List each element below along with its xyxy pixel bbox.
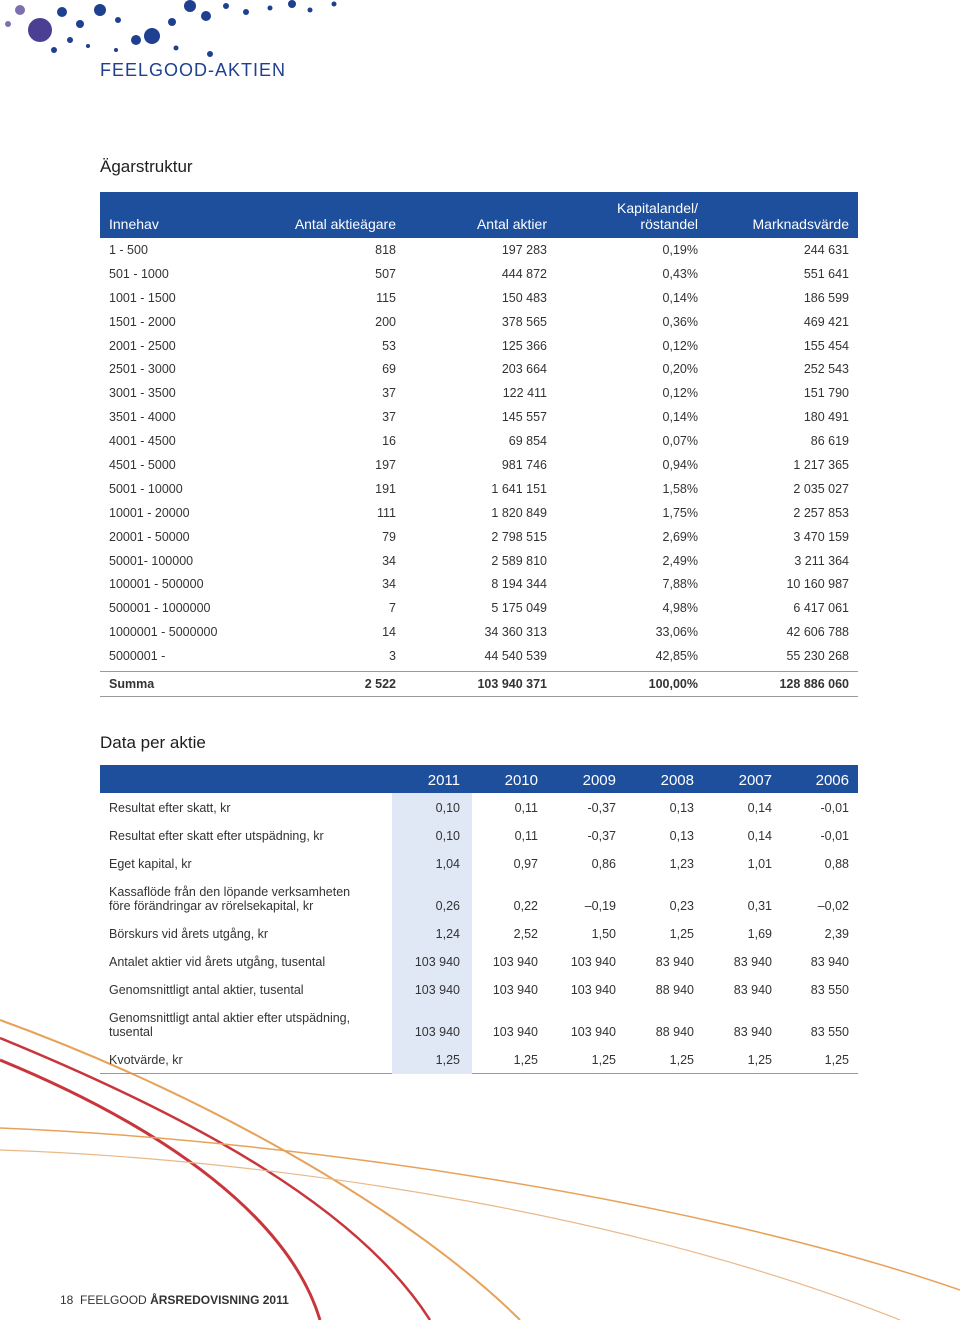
cell-value: 88 940 bbox=[655, 983, 694, 997]
cell-innehav: 4001 - 4500 bbox=[109, 434, 176, 449]
table-row bbox=[100, 849, 858, 877]
cell-market-value: 244 631 bbox=[803, 243, 849, 257]
cell-holders: 34 bbox=[382, 577, 396, 592]
cell-value: 103 940 bbox=[414, 955, 460, 969]
cell-value: -0,01 bbox=[820, 829, 849, 843]
row-label-line: tusental bbox=[109, 1025, 153, 1039]
cell-holders: 818 bbox=[375, 243, 396, 257]
cell-holders: 191 bbox=[375, 481, 396, 496]
col-kapitalandel-line1: Kapitalandel/ bbox=[617, 200, 698, 216]
col-kapitalandel bbox=[617, 200, 698, 232]
table-row bbox=[100, 596, 858, 620]
cell-shares: 145 557 bbox=[501, 410, 547, 425]
row-label bbox=[109, 885, 350, 913]
table-row bbox=[100, 477, 858, 501]
cell-value: 83 940 bbox=[733, 955, 772, 969]
table-row bbox=[100, 453, 858, 477]
cell-shares: 122 411 bbox=[502, 386, 547, 401]
cell-value: 2,39 bbox=[824, 927, 849, 941]
ownership-sum-row bbox=[100, 671, 858, 697]
row-label bbox=[109, 927, 268, 941]
row-label-line: Kassaflöde från den löpande verksamheten bbox=[109, 885, 351, 899]
cell-holders: 37 bbox=[382, 410, 396, 425]
cell-holders: 34 bbox=[382, 553, 396, 568]
cell-value: 103 940 bbox=[570, 983, 616, 997]
table-row bbox=[100, 793, 858, 821]
cell-holders: 37 bbox=[382, 386, 396, 401]
cell-value: 0,14 bbox=[747, 801, 772, 815]
row-label-line: Genomsnittligt antal aktier, tusental bbox=[109, 983, 304, 997]
cell-value: 0,14 bbox=[747, 829, 772, 843]
cell-market-value: 186 599 bbox=[803, 290, 849, 305]
table-row bbox=[100, 1003, 858, 1045]
cell-market-value: 3 211 364 bbox=[794, 553, 849, 568]
table-row bbox=[100, 334, 858, 358]
col-innehav: Innehav bbox=[109, 216, 159, 232]
cell-shares: 5 175 049 bbox=[491, 601, 547, 616]
cell-value: 1,25 bbox=[824, 1053, 849, 1067]
cell-value: 103 940 bbox=[492, 983, 538, 997]
table-row bbox=[100, 947, 858, 975]
year-header: 2007 bbox=[738, 772, 772, 789]
table-row bbox=[100, 919, 858, 947]
table-row bbox=[100, 262, 858, 286]
year-header: 2011 bbox=[427, 772, 460, 789]
row-label bbox=[109, 1011, 350, 1039]
row-label-line: Resultat efter skatt efter utspädning, kr bbox=[109, 829, 324, 843]
cell-value: 83 940 bbox=[810, 955, 849, 969]
cell-value: 1,25 bbox=[669, 1053, 694, 1067]
cell-value: 1,69 bbox=[747, 927, 772, 941]
cell-value: 0,11 bbox=[514, 829, 538, 843]
cell-share-pct: 42,85% bbox=[655, 649, 698, 664]
cell-value: 1,25 bbox=[513, 1053, 538, 1067]
row-label bbox=[109, 857, 192, 871]
cell-value: 0,31 bbox=[747, 899, 772, 913]
cell-innehav: 100001 - 500000 bbox=[109, 577, 204, 592]
table-row bbox=[100, 310, 858, 334]
col-kapitalandel-line2: röstandel bbox=[640, 216, 698, 232]
cell-share-pct: 0,36% bbox=[662, 314, 698, 329]
cell-shares: 44 540 539 bbox=[484, 649, 547, 664]
row-label-line: Resultat efter skatt, kr bbox=[109, 801, 231, 815]
cell-innehav: 50001- 100000 bbox=[109, 553, 194, 568]
table-row bbox=[100, 357, 858, 381]
cell-market-value: 155 454 bbox=[803, 338, 849, 353]
cell-value: -0,37 bbox=[587, 801, 616, 815]
cell-share-pct: 1,58% bbox=[662, 481, 698, 496]
ownership-table bbox=[100, 192, 858, 697]
cell-shares: 150 483 bbox=[501, 290, 547, 305]
cell-market-value: 252 543 bbox=[803, 362, 849, 377]
cell-value: 1,25 bbox=[435, 1053, 460, 1067]
table-row bbox=[100, 1045, 858, 1073]
col-marknadsvarde: Marknadsvärde bbox=[752, 216, 849, 232]
cell-innehav: 10001 - 20000 bbox=[109, 505, 190, 520]
table-row bbox=[100, 286, 858, 310]
cell-value: 0,13 bbox=[669, 801, 694, 815]
cell-value: 1,04 bbox=[435, 857, 460, 871]
cell-value: 0,11 bbox=[514, 801, 538, 815]
per-share-title: Data per aktie bbox=[100, 733, 206, 752]
section-label: FEELGOOD-AKTIEN bbox=[100, 60, 287, 80]
cell-value: 0,22 bbox=[513, 899, 538, 913]
cell-holders: 197 bbox=[375, 458, 396, 473]
cell-market-value: 55 230 268 bbox=[786, 649, 849, 664]
cell-innehav: 5001 - 10000 bbox=[109, 481, 183, 496]
cell-innehav: 1501 - 2000 bbox=[109, 314, 176, 329]
row-label-line: Genomsnittligt antal aktier efter utspädning, bbox=[109, 1011, 351, 1025]
cell-value: 1,25 bbox=[591, 1053, 616, 1067]
cell-shares: 69 854 bbox=[508, 434, 547, 449]
ownership-table-header bbox=[100, 192, 858, 238]
cell-innehav: 3501 - 4000 bbox=[109, 410, 176, 425]
cell-shares: 34 360 313 bbox=[484, 625, 547, 640]
cell-holders: 200 bbox=[375, 314, 396, 329]
cell-value: 0,26 bbox=[435, 899, 460, 913]
cell-value: 83 940 bbox=[655, 955, 694, 969]
cell-share-pct: 2,49% bbox=[662, 553, 698, 568]
cell-shares: 125 366 bbox=[501, 338, 547, 353]
sum-market-value: 128 886 060 bbox=[779, 677, 849, 692]
cell-innehav: 1 - 500 bbox=[109, 243, 148, 257]
year-header: 2006 bbox=[815, 772, 849, 789]
cell-value: 103 940 bbox=[570, 1025, 616, 1039]
cell-value: 1,25 bbox=[747, 1053, 772, 1067]
row-label-line: före förändringar av rörelsekapital, kr bbox=[109, 899, 314, 913]
table-row bbox=[100, 549, 858, 573]
row-label bbox=[109, 1053, 183, 1067]
footer-page-number: 18 bbox=[60, 1293, 74, 1307]
cell-share-pct: 0,94% bbox=[662, 458, 698, 473]
cell-holders: 3 bbox=[389, 649, 396, 664]
cell-value: 1,23 bbox=[669, 857, 694, 871]
cell-market-value: 6 417 061 bbox=[793, 601, 849, 616]
cell-market-value: 151 790 bbox=[803, 386, 849, 401]
row-label bbox=[109, 955, 325, 969]
cell-holders: 115 bbox=[376, 290, 396, 305]
table-row bbox=[100, 238, 858, 262]
cell-market-value: 86 619 bbox=[810, 434, 849, 449]
cell-value: 103 940 bbox=[414, 983, 460, 997]
cell-share-pct: 0,12% bbox=[662, 386, 698, 401]
sum-share-pct: 100,00% bbox=[648, 677, 698, 692]
cell-innehav: 2001 - 2500 bbox=[109, 338, 176, 353]
cell-innehav: 3001 - 3500 bbox=[109, 386, 176, 401]
row-label-line: Eget kapital, kr bbox=[109, 857, 192, 871]
cell-holders: 7 bbox=[389, 601, 396, 616]
cell-value: 103 940 bbox=[492, 955, 538, 969]
per-share-table bbox=[100, 765, 858, 1074]
cell-value: 83 940 bbox=[733, 1025, 772, 1039]
cell-value: 83 550 bbox=[810, 983, 849, 997]
cell-innehav: 4501 - 5000 bbox=[109, 458, 176, 473]
col-antal-aktieagare: Antal aktieägare bbox=[294, 216, 396, 232]
table-row bbox=[100, 821, 858, 849]
cell-share-pct: 0,14% bbox=[662, 410, 698, 425]
row-label-line: Kvotvärde, kr bbox=[109, 1053, 183, 1067]
cell-holders: 507 bbox=[375, 266, 396, 281]
cell-market-value: 2 257 853 bbox=[793, 505, 849, 520]
cell-share-pct: 33,06% bbox=[655, 625, 698, 640]
table-row bbox=[100, 429, 858, 453]
sum-holders: 2 522 bbox=[364, 677, 396, 692]
cell-share-pct: 0,07% bbox=[662, 434, 698, 449]
cell-value: 0,13 bbox=[669, 829, 694, 843]
cell-value: 2,52 bbox=[513, 927, 538, 941]
year-header: 2009 bbox=[582, 772, 616, 789]
cell-market-value: 42 606 788 bbox=[786, 625, 849, 640]
cell-value: 103 940 bbox=[492, 1025, 538, 1039]
table-row bbox=[100, 525, 858, 549]
year-header: 2010 bbox=[504, 772, 538, 789]
table-row bbox=[100, 975, 858, 1003]
cell-value: 83 940 bbox=[733, 983, 772, 997]
cell-value: 0,97 bbox=[513, 857, 538, 871]
cell-value: 0,10 bbox=[435, 801, 460, 815]
cell-shares: 203 664 bbox=[501, 362, 547, 377]
cell-value: 0,23 bbox=[669, 899, 694, 913]
cell-shares: 444 872 bbox=[501, 266, 547, 281]
cell-value: -0,01 bbox=[820, 801, 849, 815]
sum-label: Summa bbox=[109, 677, 155, 692]
ownership-rows bbox=[100, 238, 858, 668]
row-label-line: Antalet aktier vid årets utgång, tusental bbox=[109, 955, 326, 969]
cell-share-pct: 7,88% bbox=[662, 577, 698, 592]
row-label bbox=[109, 983, 304, 997]
cell-innehav: 20001 - 50000 bbox=[109, 529, 190, 544]
cell-holders: 16 bbox=[382, 434, 396, 449]
cell-value: 1,25 bbox=[669, 927, 694, 941]
year-header: 2008 bbox=[660, 772, 694, 789]
per-share-rows bbox=[100, 793, 858, 1073]
cell-market-value: 2 035 027 bbox=[793, 481, 849, 496]
ownership-title: Ägarstruktur bbox=[100, 157, 193, 176]
cell-market-value: 551 641 bbox=[803, 266, 849, 281]
footer-brand: FEELGOOD bbox=[80, 1293, 147, 1307]
cell-share-pct: 0,43% bbox=[662, 266, 698, 281]
cell-shares: 1 641 151 bbox=[491, 481, 547, 496]
cell-market-value: 469 421 bbox=[803, 314, 849, 329]
cell-value: 0,86 bbox=[591, 857, 616, 871]
cell-market-value: 3 470 159 bbox=[793, 529, 849, 544]
cell-shares: 2 589 810 bbox=[491, 553, 547, 568]
cell-value: 0,10 bbox=[435, 829, 460, 843]
cell-market-value: 1 217 365 bbox=[793, 458, 849, 473]
cell-shares: 981 746 bbox=[501, 458, 547, 473]
table-row bbox=[100, 405, 858, 429]
page-footer bbox=[60, 1293, 289, 1307]
per-share-bottom-rule bbox=[100, 1073, 858, 1074]
cell-value: 103 940 bbox=[414, 1025, 460, 1039]
cell-share-pct: 0,14% bbox=[662, 290, 698, 305]
col-antal-aktier: Antal aktier bbox=[476, 216, 547, 232]
row-label-line: Börskurs vid årets utgång, kr bbox=[109, 927, 269, 941]
cell-innehav: 1000001 - 5000000 bbox=[109, 625, 218, 640]
per-share-header bbox=[100, 765, 858, 793]
cell-innehav: 1001 - 1500 bbox=[109, 290, 176, 305]
cell-shares: 2 798 515 bbox=[491, 529, 547, 544]
cell-value: 0,88 bbox=[824, 857, 849, 871]
cell-value: –0,19 bbox=[584, 899, 616, 913]
cell-share-pct: 2,69% bbox=[662, 529, 698, 544]
row-label bbox=[109, 829, 324, 843]
sum-shares: 103 940 371 bbox=[477, 677, 547, 692]
cell-innehav: 501 - 1000 bbox=[109, 266, 169, 281]
row-label bbox=[109, 801, 231, 815]
cell-shares: 378 565 bbox=[501, 314, 547, 329]
cell-innehav: 500001 - 1000000 bbox=[109, 601, 211, 616]
cell-share-pct: 4,98% bbox=[662, 601, 698, 616]
cell-innehav: 5000001 - bbox=[109, 649, 166, 664]
cell-value: 1,01 bbox=[747, 857, 772, 871]
cell-value: –0,02 bbox=[817, 899, 849, 913]
table-row bbox=[100, 620, 858, 644]
cell-share-pct: 0,12% bbox=[662, 338, 698, 353]
cell-holders: 53 bbox=[382, 338, 396, 353]
table-row bbox=[100, 381, 858, 405]
cell-innehav: 2501 - 3000 bbox=[109, 362, 176, 377]
cell-value: 1,24 bbox=[435, 927, 460, 941]
cell-value: 83 550 bbox=[810, 1025, 849, 1039]
table-row bbox=[100, 644, 858, 668]
cell-holders: 14 bbox=[382, 625, 396, 640]
cell-share-pct: 0,19% bbox=[662, 243, 698, 257]
cell-shares: 197 283 bbox=[501, 243, 547, 257]
cell-market-value: 180 491 bbox=[803, 410, 849, 425]
cell-shares: 1 820 849 bbox=[491, 505, 547, 520]
table-row bbox=[100, 572, 858, 596]
table-row bbox=[100, 877, 858, 919]
cell-holders: 69 bbox=[382, 362, 396, 377]
cell-holders: 79 bbox=[382, 529, 396, 544]
cell-value: -0,37 bbox=[587, 829, 616, 843]
cell-holders: 111 bbox=[376, 505, 396, 520]
cell-share-pct: 1,75% bbox=[662, 505, 698, 520]
cell-share-pct: 0,20% bbox=[662, 362, 698, 377]
cell-value: 103 940 bbox=[570, 955, 616, 969]
cell-market-value: 10 160 987 bbox=[786, 577, 849, 592]
cell-shares: 8 194 344 bbox=[491, 577, 547, 592]
table-row bbox=[100, 501, 858, 525]
cell-value: 1,50 bbox=[591, 927, 616, 941]
cell-value: 88 940 bbox=[655, 1025, 694, 1039]
footer-title: ÅRSREDOVISNING 2011 bbox=[150, 1293, 289, 1307]
